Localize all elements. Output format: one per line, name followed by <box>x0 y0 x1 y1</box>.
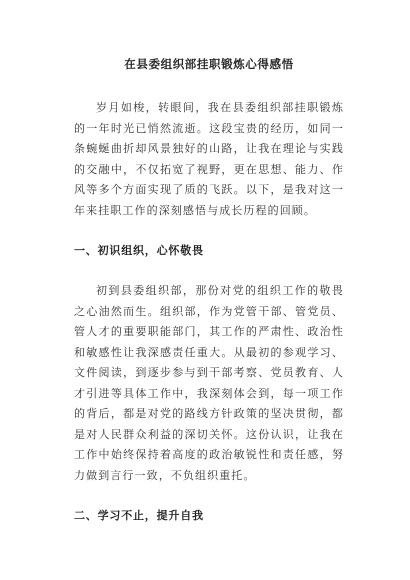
section-1-paragraph: 初到县委组织部，那份对党的组织工作的敬畏之心油然而生。组织部，作为党管干部、管党员、管人才的重要职能部门，其工作的严肃性、政治性和敏感性让我深感责任重大。从最初的参观学习、文件阅读，到逐步参与到干部考察、党员教育、人才引进等具体工作中，我深刻体会到，每一项工作的背后，都是对党的路线方针政策的坚决贯彻，都是对人民群众利益的深切关怀。这份认识，让我在工作中始终保持着高度的政治敏锐性和责任感，努力做到言行一致，不负组织重托。 <box>74 284 344 482</box>
intro-paragraph: 岁月如梭，转眼间，我在县委组织部挂职锻炼的一年时光已悄然流逝。这段宝贵的经历，如同一条蜿蜒曲折却风景独好的山路，让我在理论与实践的交融中，不仅拓宽了视野，更在思想、能力、作风等多个方面实现了质的飞跃。以下，是我对这一年来挂职工作的深刻感悟与成长历程的回顾。 <box>74 101 344 217</box>
section-heading-1: 一、初识组织，心怀敬畏 <box>74 244 204 257</box>
section-heading-2: 二、学习不止，提升自我 <box>74 509 204 522</box>
document-title: 在县委组织部挂职锻炼心得感悟 <box>124 57 294 71</box>
